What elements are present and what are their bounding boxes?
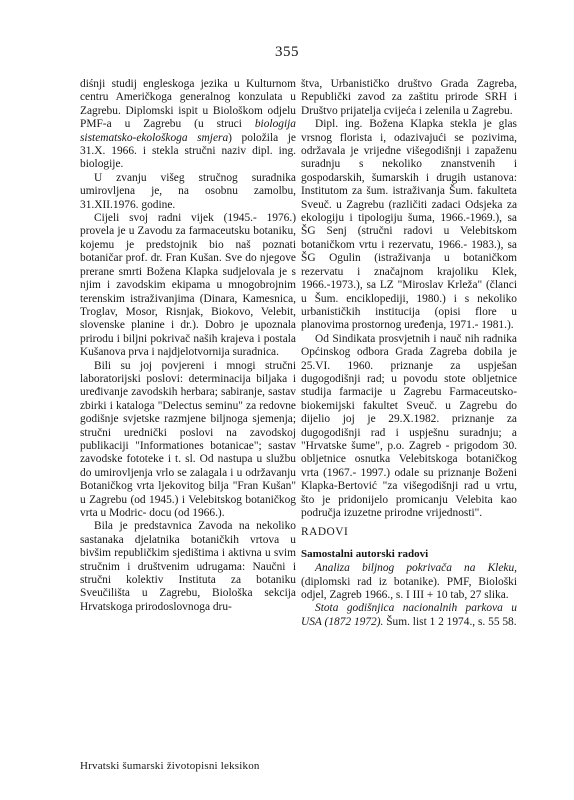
reference-2 [301, 602, 517, 629]
footer-lexicon-title: Hrvatski šumarski životopisni leksikon [80, 760, 260, 772]
reference-details: (diplomski rad iz botanike). PMF, Biološki odjel, Zagreb 1966., s. I III + 10 tab, 27 slika. [301, 575, 517, 602]
paragraph-career: Cijeli svoj radni vijek (1945.- 1976.) provela je u Zavodu za farmaceutsku botaniku, kojemu je predstojnik bio naš poznati botaničar prof. dr. Fran Kušan. Sve do njegove prerane smrti Božena Klapka sudjelovala je s njim i zavodskim ekipama u mnogobrojnim terenskim istraživanjima (Dinara, Kamesnica, Troglav, Mosor, Risnjak, Biokovo, Velebit, slovenske planine i dr.). Dobro je upoznala prirodu i biljni pokrivač naših krajeva i postala Kušanova prva i najdjelotvornija suradnica. [80, 212, 296, 359]
paragraph-education [80, 78, 296, 172]
reference-details: Šum. list 1 2 1974., s. 55 58. [383, 615, 517, 628]
reference-1 [301, 562, 517, 602]
paragraph-retirement: U zvanju višeg stručnog suradnika umirovljena je, na osobnu zamolbu, 31.XII.1976. godine. [80, 171, 296, 211]
paragraph-duties: Bili su joj povjereni i mnogi stručni laboratorijski poslovi: determinacija biljaka i uređivanje zavodskih herbara; sabiranje, sastav zbirki i kataloga "Delectus seminu" za redovne godišnje svjetske razmjene biljnoga sjemenja; stručni urednički poslovi na zavodskoj publikaciji "Informationes botanicae"; sastav zavodske fototeke i t. sl. Od nastupa u službu do umirovljenja vrlo se zalagala i u održavanju Botaničkog vrta ljekovitog bilja "Fran Kušan" u Zagrebu (od 1945.) i Velebitskog botaničkog vrta u Modric- docu (od 1966.). [80, 359, 296, 519]
page-number: 355 [275, 44, 299, 60]
section-heading-radovi: RADOVI [301, 526, 349, 539]
reference-title: Stota godišnjica nacionalnih parkova u USA (1872 1972). [301, 602, 517, 628]
paragraph-associations: Bila je predstavnica Zavoda na nekoliko sastanaka djelatnika botaničkih vrtova u bivšim republičkim sjedištima i aktivna u svim stručnim i društvenim udrugama: Naučni i stručni kolektiv Instituta za botaniku Sveučilišta u Zagrebu, Biološka sekcija Hrvatskoga prirodoslovnoga dru- [80, 520, 296, 613]
reference-title: Analiza biljnog pokrivača na Kleku, [315, 562, 517, 575]
paragraph-collaboration: Dipl. ing. Božena Klapka stekla je glas vrsnog florista i, odazivajući se pozivima, održavala je vrijedne višegodišnji i zapaženu suradnju s nekoliko znanstvenih i gospodarskih, šumarskih i drugih ustanova: Institutom za šum. istraživanja Šum. fakulteta Sveuč. u Zagrebu (različiti zadaci Odsjeka za ekologiju i tipologiju šuma, 1966.-1969.), sa ŠG Senj (stručni radovi u Velebitskom botaničkom vrtu i rezervatu, 1966.- 1983.), sa ŠG Ogulin (istraživanja u botaničkom rezervatu i značajnom krajoliku Klek, 1966.-1973.), sa LZ "Miroslav Krleža" (članci u Šum. enciklopediji, 1980.) i s nekoliko urbanističkih institucija (opisi flore u planovima prostornog uređenja, 1971.- 1981.). [301, 118, 517, 332]
paragraph-text: ) položila je 31.X. 1966. i stekla stručni naziv dipl. ing. biologije. [80, 131, 296, 171]
subheading-works: Samostalni autorski radovi [301, 547, 429, 560]
paragraph-awards: Od Sindikata prosvjetnih i nauč nih radnika Općinskog odbora Grada Zagreba dobila je 25.VI. 1960. priznanje za uspješan dugogodišnji rad; u povodu stote obljetnice studija farmacije u Zagrebu Farmaceutsko-biokemijski fakultet Sveuč. u Zagrebu do dijelio joj je 29.X.1982. priznanje za dugogodišnji rad i uspješnu suradnju; a "Hrvatske šume", p.o. Zagreb - prigodom 30. obljetnice osnutka Velebitskoga botaničkog vrta (1967.- 1997.) odale su priznanje Boženi Klapka-Bertović "za višegodišnji rad u vrtu, što je pridonijelo promicanju Velebita kao područja izuzetne prirodne vrijednosti". [301, 332, 517, 519]
left-column [80, 78, 296, 614]
right-column [301, 78, 517, 629]
paragraph-associations-cont: štva, Urbanističko društvo Grada Zagreba, Republički zavod za zaštitu prirode SRH i Društvo prijatelja cvijeća i zelenila u Zagrebu. [301, 78, 517, 117]
italic-field: biologija sistematsko-ekološkoga smjera [80, 118, 296, 144]
paragraph-text: diśnji studij engleskoga jezika u Kulturnom centru Američkoga generalnog konzulata u Zagrebu. Diplomski ispit u Biološkom odjelu PMF-a u Zagrebu (u struci [80, 78, 296, 131]
